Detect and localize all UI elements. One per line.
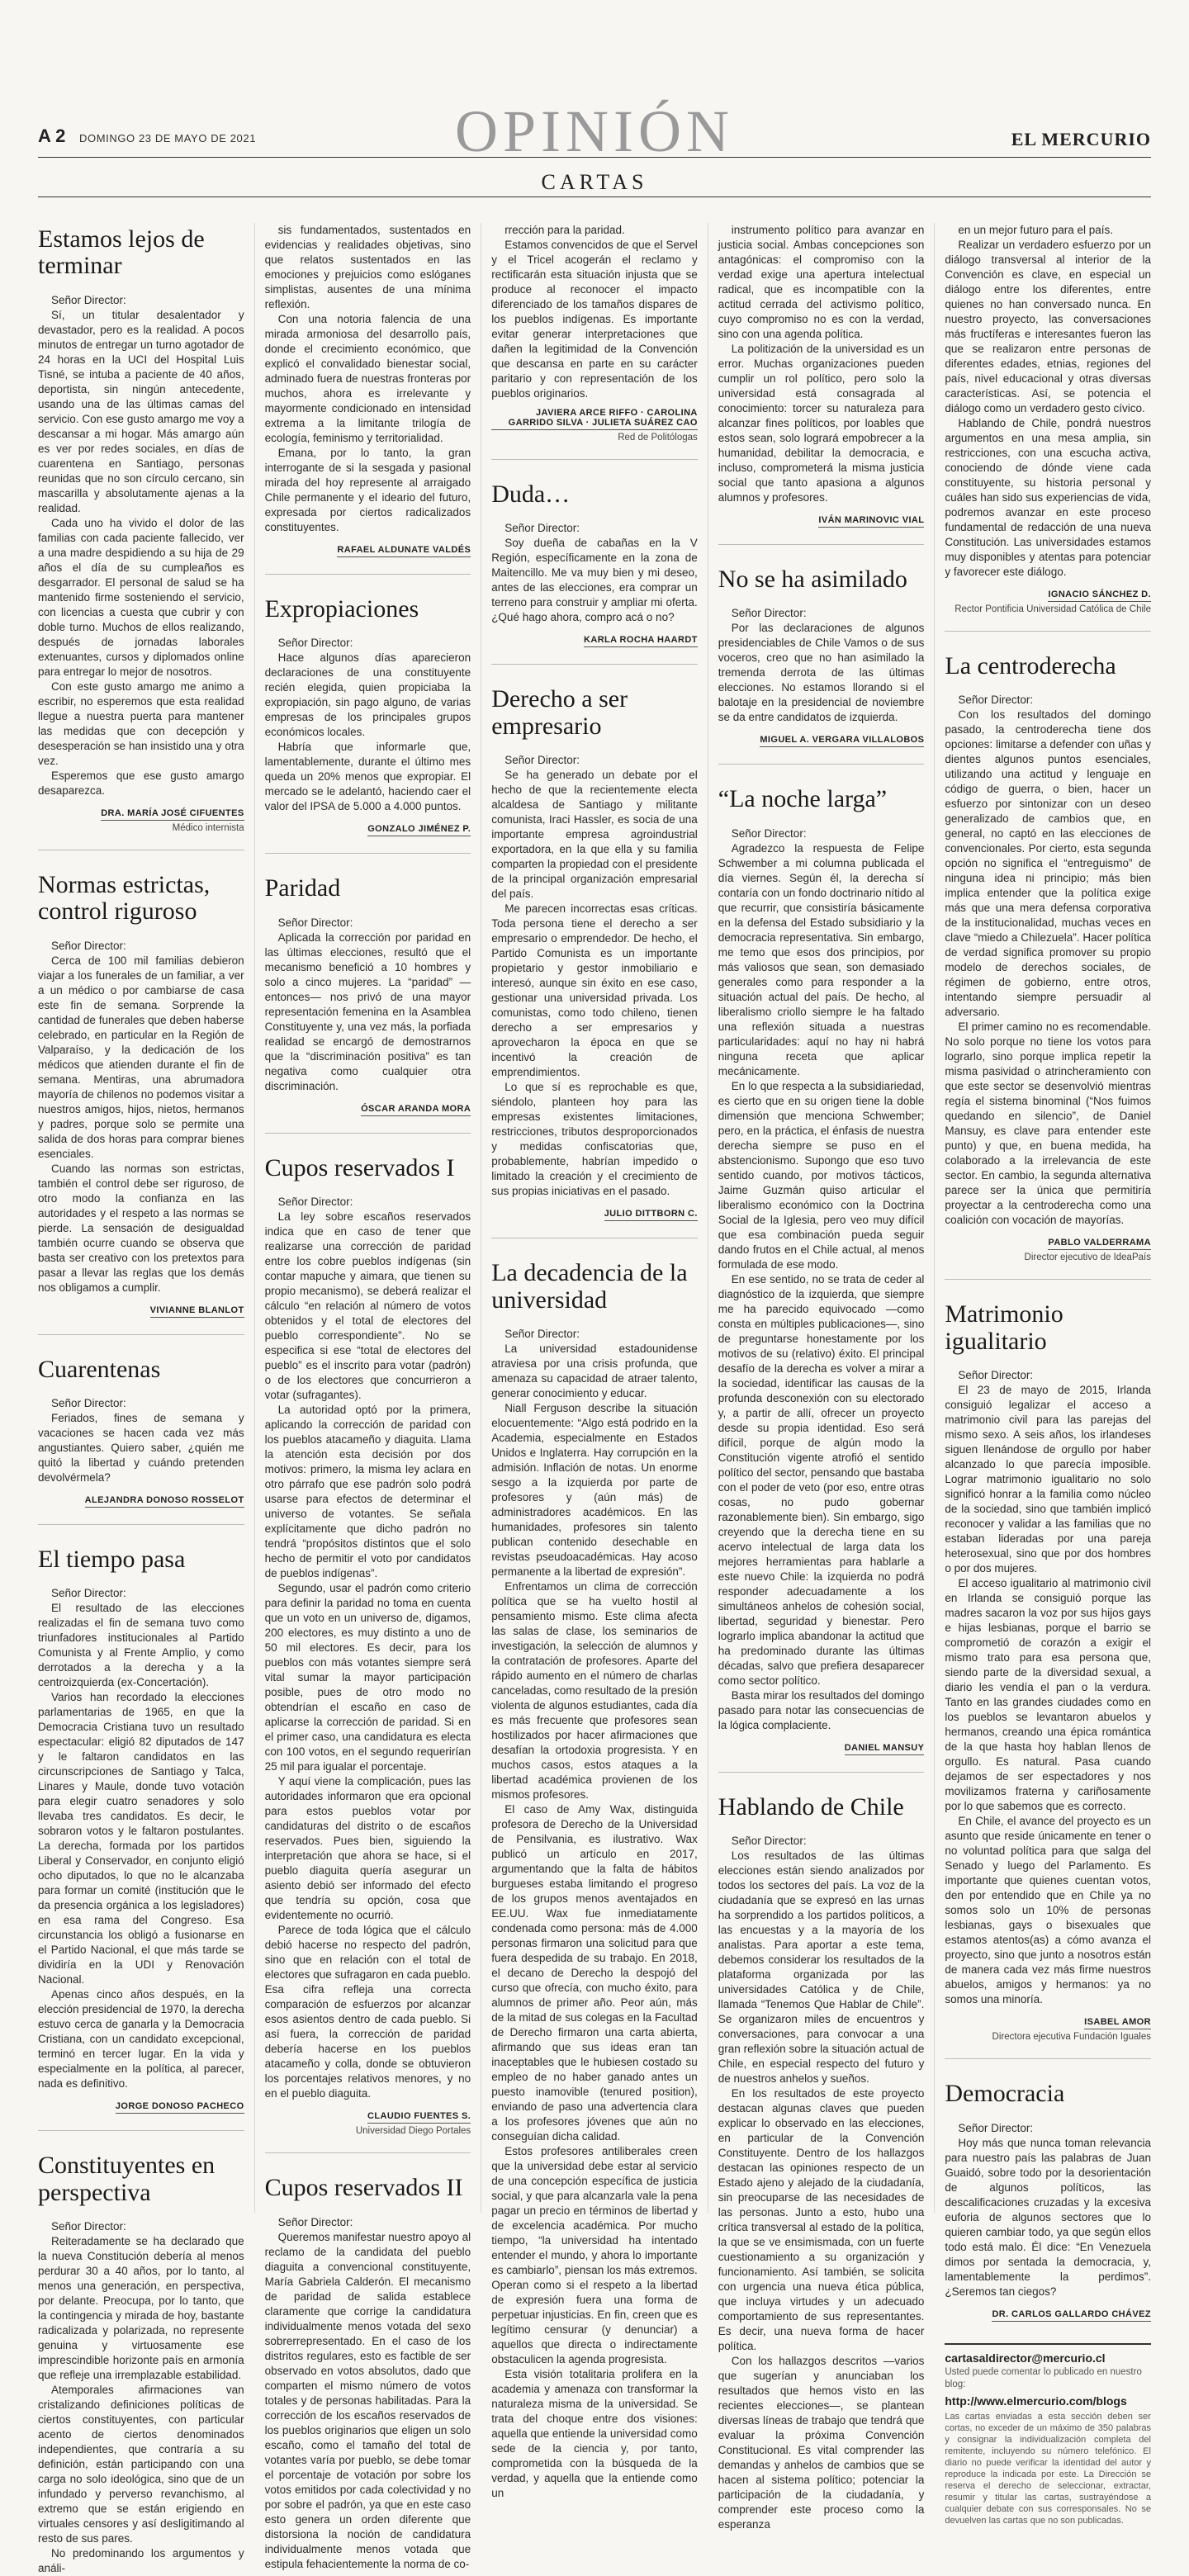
letter-title: Estamos lejos de terminar — [38, 225, 205, 280]
letter-body — [265, 651, 471, 814]
subsection-title: CARTAS — [541, 170, 648, 194]
letter-signature-block — [265, 1101, 471, 1116]
letter-signer-role: Red de Politólogas — [618, 433, 698, 443]
letter-divider — [718, 764, 925, 765]
letter-divider — [265, 1133, 471, 1134]
letter-signer-role: Director ejecutivo de IdeaPaís — [1024, 1252, 1151, 1263]
letter-paragraph: El resultado de las elecciones realizadas el fin de semana tuvo como triunfadores institucionales al Partido Comunista y al Frente Amplio, y como derrotados a la derecha y a la centroizquierda (ex-Concertación). — [38, 1602, 244, 1689]
contact-fine-print: Las cartas enviadas a esta sección deben ser cortas, no exceder de un máximo de 350 palabras y consignar la individualización completa del remitente, incluyendo su número telefónico. El diario no puede verificar la identidad del autor y reproduce la indicada por este. La Dirección se reserva el derecho de seleccionar, extractar, resumir y titular las cartas, sustrayéndose a cualquier debate con sus corresponsales. No se devuelven las cartas que no son publicadas. — [945, 2411, 1151, 2526]
letter-body — [265, 1210, 471, 2101]
letter — [491, 223, 698, 460]
letter-signature-block — [491, 1205, 698, 1221]
letter — [718, 1794, 925, 2532]
letter-title: Constituyentes en perspectiva — [38, 2152, 216, 2206]
letter-signature-block — [491, 408, 698, 443]
letter-signature: JAVIERA ARCE RIFFO · CAROLINA GARRIDO SILVA · JULIETA SUÁREZ CAO — [491, 408, 698, 430]
letter-title: Cupos reservados I — [264, 1153, 455, 1181]
letter-signature-block — [718, 512, 925, 528]
letter-body — [38, 1601, 244, 2091]
letter-greeting: Señor Director: — [731, 607, 807, 620]
letter-signature: ISABEL AMOR — [1084, 2017, 1151, 2029]
letter-paragraph: El caso de Amy Wax, distinguida profesora de Derecho de la Universidad de Pensilvania, es ilustrativo. Wax publicó un artículo en 2017, argumentando que la falta de hábitos burgueses estaba limitando el progreso de los grupos menos aventajados en EE.UU. Wax fue inmediatamente condenada como persona: más de 4.000 personas firmaron una solicitud para que fuera despedida de su trabajo. En 2018, el decano de Derecho la despojó del curso que ofrecía, con mucho éxito, para alumnos de primer año. Peor aún, más de la mitad de sus colegas en la Facultad de Derecho firmaron una carta abierta, afirmando que sus ideas eran tan inaceptables que le hubiesen costado su empleo de no haber ganado antes un puesto inamovible (tenured position), enviando de paso una advertencia clara a los profesores jóvenes que aún no conseguían dicha calidad. — [491, 1802, 698, 2143]
letter-signature-block — [265, 542, 471, 557]
letter-greeting: Señor Director: — [51, 293, 126, 306]
letter-body — [38, 954, 244, 1295]
letter-signature-block — [945, 1234, 1151, 1262]
letter-paragraph: en un mejor futuro para el país. — [958, 224, 1113, 236]
letter-paragraph: Enfrentamos un clima de corrección política que se ha vuelto hostil al pensamiento mismo. Este clima afecta las salas de clase, los seminarios de investigación, la selección de alumnos y la contratación de profesores. Aparte del rápido aumento en el número de charlas canceladas, como resultado de la presión violenta de algunos estudiantes, cada día es más frecuente que profesores sean hostilizados por hacer afirmaciones que desafían la ortodoxia progresista. Y en muchos casos, estos ataques a la libertad académica provienen de los mismos profesores. — [491, 1579, 698, 1801]
letter-paragraph: En los resultados de este proyecto destacan algunas claves que pueden explicar lo observado en las elecciones, en particular de la Convención Constituyente. Dentro de los hallazgos destacan las opiniones respecto de un Estado ajeno y alejado de la ciudadanía, sin preocuparse de las necesidades de las personas. Junto a esto, hubo una crítica transversal al estado de la política, la que se ve ensimismada, con un fuerte cuestionamiento a su organización y funcionamiento. Así también, se solicita con urgencia una nueva ética pública, que incluya virtudes y un adecuado comportamiento de sus representantes. Es decir, una nueva forma de hacer política. — [718, 2087, 925, 2353]
letter-greeting: Señor Director: — [504, 754, 580, 767]
letter-paragraph: Con este gusto amargo me animo a escribir, no esperemos que esta realidad llegue a nuestra puerta para mantener las medidas que con decepción y desesperación se han insistido una y otra vez. — [38, 680, 244, 767]
letter-paragraph: El acceso igualitario al matrimonio civil en Irlanda se consiguió porque las madres sacaron la voz por sus hijos gays e hijas lesbianas, porque el barrio se comprometió de corazón a exigir el mismo trato para esa persona que, siendo parte de la diversidad sexual, a diario les vendía el pan o la verdura. Tanto en las grandes ciudades como en los pueblos se levantaron abuelos y hermanos, creando una épica romántica de la que hasta hoy hablan llenos de orgullo. Es natural. Pasa cuando dejamos de ser espectadores y nos movilizamos fraterna y cariñosamente por lo que sabemos que es correcto. — [945, 1577, 1151, 1813]
letter-paragraph: Hoy más que nunca toman relevancia para nuestro país las palabras de Juan Guaidó, sobre todo por la desorientación de algunos políticos, las descalificaciones cruzadas y la excesiva euforia de algunos sectores que lo quieren cambiar todo, ya que según ellos todo está malo. Él dice: “En Venezuela dimos por sentada la democracia, y, lamentablemente la perdimos”. ¿Seremos tan ciegos? — [945, 2136, 1151, 2298]
letter-paragraph: No predominando los argumentos y análi- — [38, 2547, 244, 2575]
letter-title: La centroderecha — [945, 652, 1116, 680]
letter-paragraph: La politización de la universidad es un error. Muchas organizaciones pueden cumplir un rol político, pero solo la universidad está consagrada al conocimiento: torcer su naturaleza para alcanzar fines políticos, por loables que estos sean, solo logrará empobrecer a la humanidad, debilitar la democracia, e incluso, comprometerá la misma justicia social que tanto apasiona a algunos alumnos y profesores. — [718, 343, 925, 504]
letter-title: Duda… — [491, 481, 571, 508]
letter-divider — [718, 544, 925, 545]
letter — [945, 223, 1151, 632]
letter-signature-block — [718, 1740, 925, 1755]
letter-title: La decadencia de la universidad — [491, 1259, 688, 1314]
letter-paragraph: Emana, por lo tanto, la gran interrogante de si la sesgada y pasional mirada del hoy represente al arraigado Chile permanente y el ideario del futuro, expresada por ciertos radicalizados constituyentes. — [264, 447, 471, 533]
letter — [38, 2152, 244, 2576]
letter-paragraph: Habría que informarle que, lamentablemente, durante el último mes queda un 20% menos que expropiar. El mercado se le adelantó, haciendo caer el valor del IPSA de 5.000 a 4.000 puntos. — [264, 741, 471, 813]
letter-paragraph: Hace algunos días aparecieron declaraciones de una constituyente recién elegida, quien propiciaba la expropiación, sin pago alguno, de varias empresas de los principales grupos económicos locales. — [264, 651, 471, 739]
letter-greeting: Señor Director: — [958, 694, 1034, 707]
letter-signature-block — [265, 821, 471, 836]
letter-signer-role: Universidad Diego Portales — [355, 2126, 471, 2137]
column-5 — [934, 223, 1151, 2526]
letter-title: Normas estrictas, control riguroso — [38, 870, 211, 926]
letter-paragraph: El 23 de mayo de 2015, Irlanda consiguió legalizar el acceso a matrimonio civil para las parejas del mismo sexo. A seis años, los irlandeses siguen llenándose de orgullo por haber alcanzado lo que parecía imposible. Lograr matrimonio igualitario no solo significó honrar a la familia como núcleo de la sociedad, sino que también implicó reconocer y validar a las familias que no estaban lideradas por una pareja heterosexual, sino que por dos hombres o por dos mujeres. — [945, 1384, 1151, 1575]
letter-paragraph: En lo que respecta a la subsidiariedad, es cierto que en su origen tiene la doble dimensión que menciona Schwember; pero, en la práctica, el énfasis de nuestra derecha siempre se puso en el abstencionismo. Supongo que eso tuvo sentido cuando, por motivos tácticos, Jaime Guzmán quiso articular el liberalismo económico con la Doctrina Social de la Iglesia, pero veo muy difícil que esa combinación pueda seguir dando frutos en el Chile actual, al menos formulada de ese modo. — [718, 1079, 925, 1271]
letter-signature: MIGUEL A. VERGARA VILLALOBOS — [760, 735, 924, 747]
letter-title: Democracia — [945, 2080, 1065, 2108]
letter-signature-block — [718, 732, 925, 747]
letter-signature-block — [491, 632, 698, 647]
letter-title: El tiempo pasa — [38, 1545, 186, 1573]
letter-paragraph: Niall Ferguson describe la situación elocuentemente: “Algo está podrido en la Academia, especialmente en Estados Unidos e Inglaterra. Hay corrupción en la admisión. Inflación de notas. Un enorme sesgo a la izquierda por parte de profesores y (aún más) de administradores académicos. En las humanidades, profesores sin talento publican contenido desechable en revistas pseudoacadémicas. Hay acoso permanente a la libertad de expresión”. — [491, 1401, 698, 1578]
letter-divider — [491, 664, 698, 665]
letter-greeting: Señor Director: — [277, 637, 353, 650]
masthead — [0, 0, 1189, 194]
letter-paragraph: Agradezco la respuesta de Felipe Schwember a mi columna publicada el día viernes. Según él, la derecha sí contaría con un fondo doctrinario nítido al que recurrir, que consistiría básicamente en la defensa del Estado subsidiario y la democracia representativa. Sin embargo, me temo que esos dos principios, por más valiosos que sean, son demasiado generales como para responder a la situación actual del país. De hecho, al liberalismo criollo siempre le ha faltado una reflexión situada a nuestras particularidades: aquí no hay ni habrá ninguna receta que aplicar mecánicamente. — [718, 841, 925, 1077]
letter-body — [945, 1383, 1151, 2007]
letter-title: Expropiaciones — [264, 595, 419, 623]
column-4 — [708, 223, 925, 2531]
letter-signer-role: Médico internista — [172, 822, 244, 833]
letter — [38, 1357, 244, 1525]
letter-divider — [491, 459, 698, 460]
letter-signature: IGNACIO SÁNCHEZ D. — [1048, 590, 1151, 602]
letter-paragraph: instrumento político para avanzar en justicia social. Ambas concepciones son antagónicas: el compromiso con la verdad exige una apertura intelectual radical, que es incompatible con la actitud cerrada del activismo político, cuyo compromiso no es con la verdad, sino con una agenda política. — [718, 224, 925, 340]
letter-signature: IVÁN MARINOVIC VIAL — [818, 515, 924, 528]
letter — [491, 481, 698, 665]
letter-body — [265, 930, 471, 1094]
letter — [491, 686, 698, 1238]
letter — [265, 2175, 471, 2571]
newspaper-name: EL MERCURIO — [1011, 129, 1151, 149]
letter-signature: ALEJANDRA DONOSO ROSSELOT — [85, 1495, 244, 1508]
letter-greeting: Señor Director: — [277, 2215, 353, 2228]
letter — [265, 596, 471, 854]
letter-paragraph: Basta mirar los resultados del domingo pasado para notar las consecuencias de la lógica complaciente. — [718, 1688, 925, 1731]
letter-greeting: Señor Director: — [51, 1396, 126, 1409]
letter-body — [491, 1342, 698, 2501]
letter-paragraph: La ley sobre escaños reservados indica que en caso de tener que realizarse una corrección de paridad entre los cobre pueblos indígenas (sin contar mapuche y aimara, que tienen su propio mecanismo), se deberá realizar el cálculo “en relación al número de votos obtenidos y el total de electores del pueblo correspondiente”. No se especifica si ese “total de electores del pueblo” es el inscrito para votar (padrón) o de los electores que concurrieron a votar (sufragantes). — [264, 1210, 471, 1402]
letter-greeting: Señor Director: — [958, 1369, 1034, 1382]
letter-signature-block — [38, 2098, 244, 2114]
letter-title: “La noche larga” — [718, 785, 888, 813]
letter-body — [265, 223, 471, 535]
letter-paragraph: rrección para la paridad. — [504, 224, 625, 236]
letter-greeting: Señor Director: — [277, 1196, 353, 1209]
letter-paragraph: Con los hallazgos descritos —varios que sugerían y anunciaban los resultados que hemos visto en las recientes elecciones—, se plantean diversas líneas de trabajo que tendrá que evaluar la próxima Convención Constitucional. Es vital comprender las demandas y anhelos de cambios que se hacen al sistema político; potenciar la participación de la ciudadanía, y comprender este proceso como la esperanza — [718, 2355, 925, 2531]
letter-greeting: Señor Director: — [731, 826, 807, 840]
letter-body — [38, 1411, 244, 1485]
column-2 — [254, 223, 471, 2570]
letter-paragraph: Realizar un verdadero esfuerzo por un diálogo transversal al interior de la Convención es clave, en especial un diálogo entre los diferentes, entre quienes no han conversado nunca. En nuestro proyecto, las conversaciones más fructíferas e interesantes fueron las que se realizaron entre personas de diferentes edades, etnias, regiones del país, nivel educacional y otras diversas características. Así, se potencia el diálogo como un verdadero gesto cívico. — [945, 239, 1151, 414]
letter-body — [38, 2234, 244, 2576]
letter — [265, 223, 471, 575]
letter-paragraph: Aplicada la corrección por paridad en las últimas elecciones, resultó que el mecanismo benefició a 10 hombres y solo a cinco mujeres. La “paridad” —entonces— nos privó de una mayor representación femenina en la Asamblea Constituyente y, una vez más, la porfiada realidad se encargó de demostrarnos que la “discriminación positiva” es tan negativa como cualquier otra discriminación. — [264, 930, 471, 1092]
letter-title: Derecho a ser empresario — [491, 685, 628, 740]
page-number: A 2 — [38, 125, 66, 146]
contact-box — [945, 2343, 1151, 2526]
letter-signature-block — [265, 2108, 471, 2136]
letter-title: Matrimonio igualitario — [945, 1300, 1063, 1355]
letter-signature-block — [945, 2014, 1151, 2042]
letter-paragraph: Cuando las normas son estrictas, también el control debe ser riguroso, de otro modo la confianza en las autoridades y el respeto a las normas se pierde. La sensación de desigualdad también ocurre cuando se observa que basta ser creativo con los pretextos para pasar a llevar las reglas que los demás nos obligamos a cumplir. — [38, 1162, 244, 1294]
letter — [38, 1546, 244, 2131]
letter-signer-role: Directora ejecutiva Fundación Iguales — [992, 2032, 1151, 2043]
letter-paragraph: Y aquí viene la complicación, pues las autoridades informaron que era opcional para estos pueblos votar por candidaturas del distrito o de escaños reservados. Pues bien, siguiendo la interpretación que ahora se hace, si el pueblo diaguita quería asegurar un asiento debió ser informado del efecto que tendría su opción, cosa que evidentemente no ocurrió. — [264, 1775, 471, 1922]
letter — [718, 566, 925, 765]
letter-paragraph: Cerca de 100 mil familias debieron viajar a los funerales de un familiar, a ver a un médico o por cambiarse de casa este fin de semana. Sorprende la cantidad de funerales que deben haberse celebrado, en particular en la Región de Valparaíso, y la dedicación de los médicos que atienden durante el fin de semana. Mentiras, una abrumadora mayoría de chilenos no podemos visitar a nuestros amigos, hijos, nietos, hermanos y padres, porque solo se permite una salida de dos horas para comprar bienes esenciales. — [38, 954, 244, 1160]
letter-paragraph: La autoridad optó por la primera, aplicando la corrección de paridad con los pueblos atacameño y diaguita. Llama la atención esta decisión por dos motivos: primero, la misma ley aclara en otro párrafo que ese padrón solo podrá usarse para efectos de determinar el universo de votantes. Se señala explícitamente que dicho padrón no tendrá “propósitos distintos que el solo hecho de permitir el voto por candidatos de pueblos indígenas”. — [264, 1404, 471, 1580]
letter — [945, 653, 1151, 1280]
letter-greeting: Señor Director: — [504, 522, 580, 535]
letter-signer-role: Rector Pontificia Universidad Católica de Chile — [955, 604, 1151, 614]
issue-date: DOMINGO 23 DE MAYO DE 2021 — [79, 132, 257, 144]
letter-paragraph: Atemporales afirmaciones van cristalizando definiciones políticas de ciertos constituyentes, con particular acento de ciertos denominados independientes, que contraría a su definición, están participando con una carga no solo ideológica, sino que de un infundado y perverso revanchismo, al extremo que se están erigiendo en virtuales censores y así desligitimando al resto de sus pares. — [38, 2384, 244, 2545]
letter-paragraph: Con los resultados del domingo pasado, la centroderecha tiene dos opciones: limitarse a defender con uñas y dientes algunos puntos esenciales, utilizando una actitud y lenguaje en código de guerra, o bien, hacer un esfuerzo por sintonizar con un deseo generalizado de cambios que, en general, no captó en las elecciones de convencionales. Por cierto, esta segunda opción no significa el “entreguismo” de ninguna idea ni principio; más bien implica entender que la política exige más que una mera defensa corporativa de la institucionalidad, muchas veces en clave “miedo a Chilezuela”. Hacer política de verdad significa promover su propio modelo de derechos sociales, de régimen de gobierno, entre otros, intentando siempre persuadir al adversario. — [945, 708, 1151, 1019]
letter-signature: DRA. MARÍA JOSÉ CIFUENTES — [101, 808, 244, 821]
letter-paragraph: El primer camino no es recomendable. No solo porque no tiene los votos para lograrlo, sino porque implica repetir la misma pasividad o atrincheramiento con que este sector se desenvolvió mientras regía el sistema binominal (“Nos fuimos quedando en silencio”, de Daniel Mansuy, es clave para entender este punto) y que, en buena medida, ha colaborado a la irrelevancia de este sector. En cambio, la segunda alternativa parece ser la única que permitiría proyectar a la centroderecha como una coalición con vocación de mayorías. — [945, 1020, 1151, 1227]
letter-paragraph: Los resultados de las últimas elecciones están siendo analizados por todos los sectores del país. La voz de la ciudadanía que se expresó en las urnas ha sorprendido a los partidos políticos, a las encuestas y a la mayoría de los analistas. Para aportar a este tema, debemos considerar los resultados de la plataforma organizada por las universidades Católica y de Chile, llamada “Tenemos Que Hablar de Chile”. Se organizaron miles de encuentros y conversaciones, para convocar a una gran reflexión sobre la situación actual de Chile, en especial respecto del futuro y de nuestros anhelos y sueños. — [718, 1849, 925, 2086]
letter-divider — [265, 853, 471, 854]
letter-paragraph: En Chile, el avance del proyecto es un asunto que reside únicamente en tener o no voluntad política para que salga del Senado y luego del Parlamento. Es importante que quienes cuentan votos, den por entendido que en Chile ya no somos solo un 10% de personas lesbianas, gays o bisexuales que estamos atentos(as) a cómo avanza el proyecto, sino que junto a nosotros están de manera cada vez más firme nuestros abuelos, amigos y hermanos: ya no somos una minoría. — [945, 1815, 1151, 2006]
letter-divider — [945, 1279, 1151, 1280]
letter-title: Cupos reservados II — [264, 2174, 463, 2202]
letter-title: Cuarentenas — [38, 1355, 161, 1383]
letter-divider — [265, 2152, 471, 2153]
column-3 — [481, 223, 698, 2499]
letters-columns — [38, 223, 1151, 2575]
letter-divider — [265, 574, 471, 575]
letter-paragraph: Estos profesores antiliberales creen que la universidad debe estar al servicio de una concepción específica de justicia social, y que para alcanzarla vale la pena pagar un precio en términos de libertad y de excelencia académica. Por mucho tiempo, “la universidad ha intentado entender el mundo, y ahora lo importante es cambiarlo”, piensan los más extremos. Operan como si el respeto a la libertad de expresión fuera una forma de perpetuar injusticias. En fin, creen que es legítimo censurar (y denunciar) a aquellos que directa o indirectamente obstaculicen la agenda progresista. — [491, 2144, 698, 2365]
letter-signature-block — [38, 805, 244, 833]
letter-paragraph: Se ha generado un debate por el hecho de que la recientemente electa alcaldesa de Santiago y militante comunista, Iraci Hassler, es socia de una importante empresa agroindustrial exportadora, en la que ella y su familia comparten la propiedad con el presidente de la principal organización empresarial del país. — [491, 769, 698, 901]
letter-paragraph: Lo que sí es reprochable es que, siéndolo, planteen hoy para las empresas existentes limitaciones, restricciones, tributos desproporcionados y medidas confiscatorias que, probablemente, habrían impedido o limitado la creación y el crecimiento de sus propias iniciativas en el pasado. — [491, 1081, 698, 1198]
letter-paragraph: Queremos manifestar nuestro apoyo al reclamo de la candidata del pueblo diaguita a convencional constituyente, María Gabriela Calderón. El mecanismo de paridad de salida establece claramente que corrige la candidatura individualmente menos votada del sexo sobrerrepresentado. En el caso de los distritos regulares, esto es factible de ser observado en votos absolutos, dado que comparten el mismo número de votos totales y de personas habilitadas. Para la corrección de los escaños reservados de los pueblos originarios que eligen un solo escaño, como el tamaño del total de votantes varía por pueblo, se debe tomar el porcentaje de votación por sobre los votos emitidos por cada colectividad y no por sobre el padrón, ya que en este caso esto genera un orden diferente que distorsiona la noción de candidatura individualmente menos votada que estipula fehacientemente la norma de co- — [264, 2230, 471, 2570]
letter-signature: DR. CARLOS GALLARDO CHÁVEZ — [992, 2309, 1151, 2322]
letter-signature-block — [38, 1302, 244, 1318]
letter-divider — [718, 1772, 925, 1773]
letter-signature: CLAUDIO FUENTES S. — [367, 2111, 471, 2124]
letter-paragraph: Reiteradamente se ha declarado que la nueva Constitución debería al menos perdurar 30 a 40 años, por lo tanto, al menos una generación, en perspectiva, por delante. Preocupa, por lo tanto, que la contingencia y mirada de hoy, bastante radicalizada y polarizada, no represente genuina y virtuosamente ese imprescindible horizonte país en armonía que refleje una irremplazable estabilidad. — [38, 2235, 244, 2382]
letter-greeting: Señor Director: — [731, 1835, 807, 1848]
letter-paragraph: Con una notoria falencia de una mirada armoniosa del desarrollo país, donde el crecimiento económico, que explicó el convalidado bienestar social, adminado fuera de nuestras fronteras por muchos, ahora es irrelevante y mayormente condicionado en intensidad extrema a la limitante trilogía de ecología, feminismo y territorialidad. — [264, 313, 471, 444]
letter-greeting: Señor Director: — [51, 2220, 126, 2233]
letter-signature-block — [945, 2306, 1151, 2322]
letter-divider — [945, 631, 1151, 632]
letter-paragraph: La universidad estadounidense atraviesa por una crisis profunda, que amenaza su capacidad de atraer talento, generar conocimiento y educar. — [491, 1342, 698, 1399]
letter-paragraph: Hablando de Chile, pondrá nuestros argumentos en una mesa amplia, sin restricciones, con una escucha activa, conociendo de dónde viene cada constituyente, su historia personal y cuáles han sido sus experiencias de vida, podremos avanzar en este proceso fundamental de redacción de una nueva Constitución. Las universidades estamos muy disponibles y atentas para potenciar y favorecer este diálogo. — [945, 417, 1151, 578]
letter-body — [945, 223, 1151, 580]
letter-paragraph: sis fundamentados, sustentados en evidencias y realidades objetivas, sino que relatos sustentados en las emociones y prejuicios como eslóganes simplistas, ausentes de una mínima reflexión. — [264, 224, 471, 310]
letter-greeting: Señor Director: — [51, 1587, 126, 1600]
letter — [38, 872, 244, 1335]
letter-body — [491, 768, 698, 1199]
letter-paragraph: Cada uno ha vivido el dolor de las familias con cada paciente fallecido, ver a una madre despidiendo a su hija de 29 años el día de su cumpleaños es desgarrador. El personal de salud se ha mantenido firme sosteniendo el servicio, con licencias a cuesta que cubrir y con doble turno. Muchos de ellos realizando, después de jornadas laborales extenuantes, cursos y diplomados online para entregar lo mejor de nosotros. — [38, 516, 244, 678]
letter-signature: JORGE DONOSO PACHECO — [116, 2101, 244, 2114]
contact-blog-note: Usted puede comentar lo publicado en nuestro blog: — [945, 2366, 1142, 2389]
letter-paragraph: Soy dueña de cabañas en la V Región, específicamente en la zona de Maitencillo. Me va muy bien y mi deseo, antes de las elecciones, era comprar un terreno para construir y ampliar mi oferta. ¿Qué hago ahora, compro acá o no? — [491, 537, 698, 624]
letter-signature-block — [945, 586, 1151, 614]
letter-body — [265, 2230, 471, 2572]
letter-signature: RAFAEL ALDUNATE VALDÉS — [337, 545, 471, 557]
letter-divider — [945, 2058, 1151, 2059]
letter-signature: PABLO VALDERRAMA — [1048, 1238, 1151, 1250]
letter — [718, 786, 925, 1772]
letter-title: Paridad — [264, 874, 341, 902]
letter-signature: ÓSCAR ARANDA MORA — [361, 1104, 471, 1116]
letter-signature: GONZALO JIMÉNEZ P. — [367, 824, 471, 836]
letter-greeting: Señor Director: — [958, 2121, 1034, 2134]
letter-greeting: Señor Director: — [277, 916, 353, 929]
column-5-letters — [945, 223, 1151, 2322]
letter-paragraph: Parece de toda lógica que el cálculo debió hacerse no respecto del padrón, sino que en relación con el total de electores que sufragaron en cada pueblo. Esa cifra refleja una correcta comparación de esfuerzos por alcanzar esos asientos dentro de cada pueblo. Si así fuera, la corrección de paridad debería hacerse en los pueblos atacameño y colla, donde se obtuvieron los porcentajes relativos menores, y no en el pueblo diaguita. — [264, 1924, 471, 2100]
letter-divider — [38, 1334, 244, 1335]
letter-paragraph: Estamos convencidos de que el Servel y el Tricel acogerán el reclamo y rectificarán esta situación injusta que se produce al reconocer el impacto diferenciado de los tamaños dispares de los pueblos indígenas. Es importante evitar generar interpretaciones que dañen la legitimidad de la Convención que descansa en parte en su carácter paritario y con representación de los pueblos originarios. — [491, 239, 698, 400]
letter — [945, 1301, 1151, 2059]
letter-paragraph: Sí, un titular desalentador y devastador, pero es la realidad. A pocos minutos de entregar un turno agotador de 24 horas en la UCI del Hospital Luis Tisné, se intuba a paciente de 40 años, deportista, sin ningún antecedente, usando una de las últimas camas del servicio. Con ese gusto amargo me voy a descansar a mi hogar. Más amargo aún es ver por redes sociales, en días de cuarentena en Santiago, personas reunidas que no son círculo cercano, sin mascarilla y absolutamente ajenas a la realidad. — [38, 308, 244, 514]
letter — [945, 2081, 1151, 2321]
letter-paragraph: Esta visión totalitaria prolifera en la academia y amenaza con transformar la naturaleza misma de la universidad. Se trata del choque entre dos visiones: aquella que entiende la universidad como sede de la ciencia y, por tanto, comprometida con la búsqueda de la verdad, y aquella que la entiende como un — [491, 2367, 698, 2499]
letter-body — [718, 1849, 925, 2532]
letter-title: Hablando de Chile — [718, 1792, 904, 1821]
letter-body — [491, 223, 698, 401]
contact-blog-link[interactable]: http://www.elmercurio.com/blogs — [945, 2394, 1127, 2408]
letter-paragraph: Esperemos que ese gusto amargo desaparezca. — [38, 769, 244, 797]
contact-email[interactable]: cartasaldirector@mercurio.cl — [945, 2351, 1106, 2365]
header-rule-top — [38, 157, 1151, 158]
column-1 — [38, 223, 244, 2575]
letter-body — [38, 308, 244, 798]
letter-divider — [38, 1524, 244, 1525]
letter — [718, 223, 925, 545]
letter — [265, 1155, 471, 2153]
letter-body — [718, 621, 925, 725]
letter-signature: DANIEL MANSUY — [845, 1743, 925, 1755]
letter-signature: VIVIANNE BLANLOT — [150, 1305, 244, 1318]
letter-paragraph: Feriados, fines de semana y vacaciones se hacen cada vez más angustiantes. Quiero saber, ¿quién me quitó la libertad y cuándo pretenden devolvérmela? — [38, 1411, 244, 1484]
letter-body — [718, 841, 925, 1733]
letter-paragraph: Varios han recordado la elecciones parlamentarias de 1965, en que la Democracia Cristiana tuvo un resultado espectacular: eligió 82 diputados de 147 y le faltaron candidatos en las circunscripciones de Santiago y Talca, Linares y Maule, donde tuvo votación para elegir cuatro senadores y solo llevaba tres candidatos. Es decir, le sobraron votos y le faltaron postulantes. La derecha, formada por los partidos Liberal y Conservador, en conjunto eligió ocho diputados, lo que no le alcanzaba para formar un comité (institución que le da presencia orgánica a los legisladores) en esa rama del Congreso. Esa circunstancia los obligó a fusionarse en el Partido Nacional, el que más tarde se dividiría en la UDI y Renovación Nacional. — [38, 1691, 244, 1986]
letter-paragraph: En ese sentido, no se trata de ceder al diagnóstico de la izquierda, que siempre me ha parecido equivocado —como consta en múltiples publicaciones—, sino de preguntarse honestamente por los motivos de su (relativo) éxito. El principal desafío de la derecha es volver a mirar a la sociedad, identificar las causas de la profunda desconexión con su electorado y, a partir de allí, ofrecer un proyecto desde su propia identidad. Eso será difícil, porque de algún modo la Constitución vigente atrofió el sentido político del sector, pensando que bastaba con el poder de veto (por eso, entre otras cosas, no pudo gobernar razonablemente bien). Sin embargo, sigo creyendo que la derecha tiene en su acervo intelectual de larga data los mejores herramientas para hablarle a este nuevo Chile: la izquierda no podrá responder adecuadamente a los simultáneos anhelos de cohesión social, libertad, seguridad y bienestar. Pero lograrlo implica abandonar la actitud que ha predominado durante las últimas décadas, salvo que prefiera desaparecer como sector político. — [718, 1272, 925, 1687]
letter-signature-block — [38, 1492, 244, 1508]
letter — [38, 226, 244, 850]
letter-paragraph: Por las declaraciones de algunos presidenciables de Chile Vamos o de sus voceros, creo que no han asimilado la tremenda derrota de las últimas elecciones. No estamos llorando si el balotaje en la presidencial de noviembre se da entre candidatos de izquierda. — [718, 622, 925, 724]
section-title: OPINIÓN — [455, 98, 734, 164]
letter-divider — [38, 2130, 244, 2131]
letter-greeting: Señor Director: — [504, 1327, 580, 1340]
letter-signature: JULIO DITTBORN C. — [604, 1209, 698, 1221]
letter-paragraph: Me parecen incorrectas esas críticas. Toda persona tiene el derecho a ser empresario o emprendedor. De hecho, el Partido Comunista es un importante propietario y gestor inmobiliario e interesó, aunque sin éxito en ese caso, gestionar una universidad privada. Los comunistas, como todo chileno, tienen derecho a ser empresarios y aprovecharon la época en que se incentivó la creación de emprendimientos. — [491, 902, 698, 1079]
letter-paragraph: Segundo, usar el padrón como criterio para definir la paridad no toma en cuenta que un voto en un universo de, digamos, 200 electores, es muy distinto a uno de 50 mil electores. Es decir, para los pueblos con más votantes siempre será vital sumar la mayor participación posible, pues de otro modo no obtendrían el escaño en caso de aplicarse la corrección de paridad. Si en el primer caso, una candidatura es electa con 100 votos, en el segundo requerirían 25 mil para igualar el porcentaje. — [264, 1582, 471, 1773]
letter-title: No se ha asimilado — [718, 566, 907, 593]
letter-greeting: Señor Director: — [51, 939, 126, 952]
letter-paragraph: Apenas cinco años después, en la elección presidencial de 1970, la derecha estuvo cerca de ganarla y la Democracia Cristiana, con un candidato excepcional, terminó en tercer lugar. En la vida y especialmente en la política, al parecer, nada es definitivo. — [38, 1988, 244, 2091]
letter-signature: KARLA ROCHA HAARDT — [584, 635, 698, 647]
letter-body — [945, 2136, 1151, 2299]
letter — [265, 875, 471, 1133]
letter-body — [491, 536, 698, 625]
letter-body — [718, 223, 925, 505]
letter-body — [945, 708, 1151, 1228]
letter — [491, 1260, 698, 2501]
